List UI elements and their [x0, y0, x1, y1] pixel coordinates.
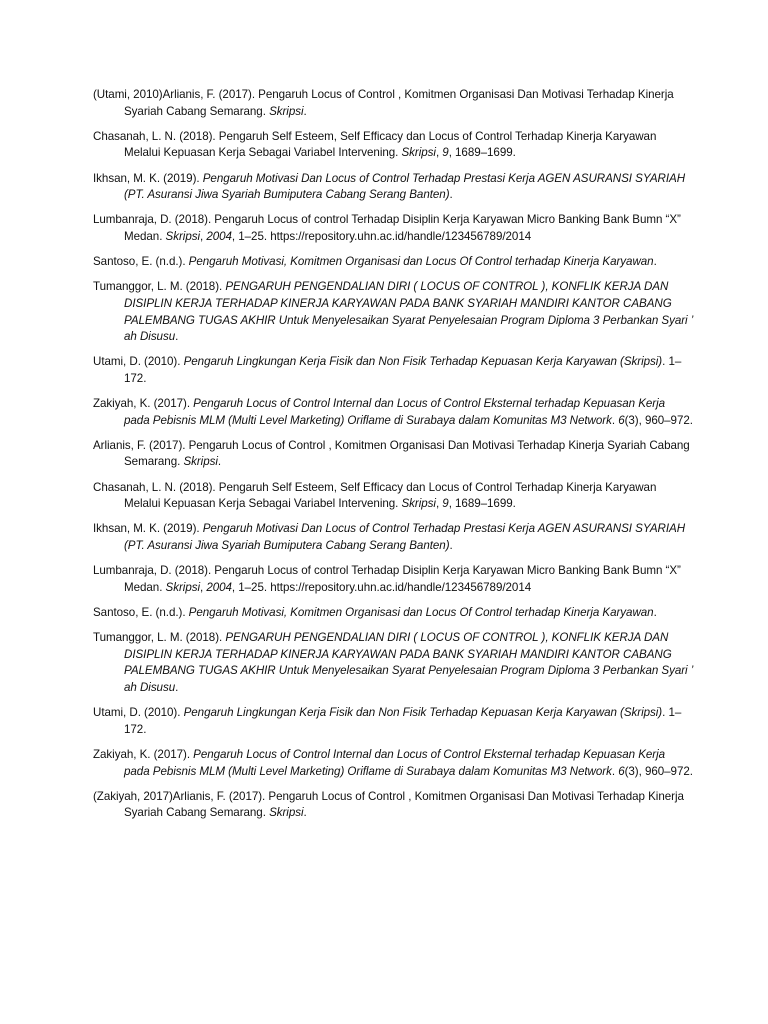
reference-entry — [93, 438, 693, 471]
reference-mid: , — [199, 580, 207, 594]
reference-italic: Pengaruh Motivasi, Komitmen Organisasi dan Locus Of Control terhadap Kinerja Karyawan — [188, 255, 654, 269]
reference-entry — [93, 279, 693, 345]
reference-text: Zakiyah, K. (2017). — [93, 397, 194, 411]
reference-italic: Pengaruh Motivasi Dan Locus of Control Terhadap Prestasi Kerja AGEN ASURANSI SYARIAH (PT. Asuransi Jiwa Syariah Bumiputera Cabang Serang Banten) — [124, 522, 686, 552]
reference-text: Lumbanraja, D. (2018). Pengaruh Locus of control Terhadap Disiplin Kerja Karyawan Micro Banking Bank Bumn “X” Medan. — [93, 213, 681, 243]
reference-tail: . 1–172. — [124, 355, 682, 385]
reference-entry — [93, 354, 693, 387]
reference-entry — [93, 129, 693, 162]
reference-text: Arlianis, F. (2017). Pengaruh Locus of Control , Komitmen Organisasi Dan Motivasi Terhadap Kinerja Syariah Cabang Semarang. — [93, 438, 690, 469]
reference-mid: . — [611, 413, 619, 427]
reference-entry — [93, 212, 693, 245]
reference-tail: . — [303, 104, 307, 118]
reference-text: Santoso, E. (n.d.). — [93, 255, 189, 269]
reference-italic: Skripsi — [269, 806, 304, 820]
reference-tail: , 1–25. https://repository.uhn.ac.id/handle/123456789/2014 — [231, 580, 532, 594]
reference-italic: Skripsi — [401, 146, 436, 160]
reference-tail: . — [175, 680, 179, 694]
reference-text: (Zakiyah, 2017)Arlianis, F. (2017). Pengaruh Locus of Control , Komitmen Organisasi Dan Motivasi Terhadap Kinerja Syariah Cabang Semarang. — [93, 789, 684, 820]
reference-italic: Pengaruh Locus of Control Internal dan Locus of Control Eksternal terhadap Kepuasan Kerja pada Pebisnis MLM (Multi Level Marketing) Oriflame di Surabaya dalam Komunitas M3 Network — [124, 397, 666, 427]
reference-italic: Pengaruh Lingkungan Kerja Fisik dan Non Fisik Terhadap Kepuasan Kerja Karyawan (Skripsi) — [183, 355, 663, 369]
reference-entry — [93, 87, 693, 120]
reference-italic: PENGARUH PENGENDALIAN DIRI ( LOCUS OF CONTROL ), KONFLIK KERJA DAN DISIPLIN KERJA TERHADAP KINERJA KARYAWAN PADA BANK SYARIAH MANDIRI KANTOR CABANG PALEMBANG TUGAS AKHIR Untuk Menyelesaikan Syarat Penyelesaian Program Diploma 3 Perbankan Syari ’ ah Disusu — [124, 280, 693, 344]
reference-tail: . — [217, 455, 222, 469]
reference-text: Zakiyah, K. (2017). — [93, 747, 194, 761]
reference-italic: Skripsi — [183, 455, 218, 469]
reference-tail: . — [303, 806, 307, 820]
reference-entry — [93, 705, 693, 738]
reference-text: Utami, D. (2010). — [93, 706, 184, 720]
reference-entry — [93, 605, 693, 622]
reference-tail: . — [175, 330, 179, 344]
reference-italic: Skripsi — [269, 104, 304, 118]
reference-tail: . — [653, 255, 657, 269]
reference-italic: Pengaruh Lingkungan Kerja Fisik dan Non Fisik Terhadap Kepuasan Kerja Karyawan (Skripsi) — [183, 706, 663, 720]
reference-italic: Skripsi — [401, 497, 436, 511]
reference-italic: Pengaruh Motivasi, Komitmen Organisasi dan Locus Of Control terhadap Kinerja Karyawan — [188, 605, 654, 619]
reference-italic: Pengaruh Motivasi Dan Locus of Control Terhadap Prestasi Kerja AGEN ASURANSI SYARIAH (PT. Asuransi Jiwa Syariah Bumiputera Cabang Serang Banten) — [124, 171, 686, 202]
reference-italic-volume: 2004 — [206, 580, 232, 594]
reference-entry — [93, 521, 693, 554]
reference-entry — [93, 254, 693, 271]
reference-entry — [93, 630, 693, 696]
reference-entry — [93, 563, 693, 596]
reference-italic-volume: 6 — [618, 764, 625, 778]
reference-entry — [93, 171, 693, 204]
reference-text: (Utami, 2010)Arlianis, F. (2017). Pengaruh Locus of Control , Komitmen Organisasi Dan Motivasi Terhadap Kinerja Syariah Cabang Semarang. — [93, 88, 674, 118]
reference-text: Tumanggor, L. M. (2018). — [93, 631, 226, 645]
reference-italic-volume: 9 — [442, 146, 449, 160]
reference-italic: PENGARUH PENGENDALIAN DIRI ( LOCUS OF CONTROL ), KONFLIK KERJA DAN DISIPLIN KERJA TERHADAP KINERJA KARYAWAN PADA BANK SYARIAH MANDIRI KANTOR CABANG PALEMBANG TUGAS AKHIR Untuk Menyelesaikan Syarat Penyelesaian Program Diploma 3 Perbankan Syari ’ ah Disusu — [124, 631, 693, 694]
reference-tail: (3), 960–972. — [624, 413, 693, 427]
reference-tail: , 1689–1699. — [448, 146, 516, 160]
reference-mid: , — [199, 229, 207, 243]
reference-italic-volume: 2004 — [206, 229, 232, 243]
reference-text: Utami, D. (2010). — [93, 355, 184, 369]
reference-tail: . — [449, 539, 453, 552]
reference-tail: , 1–25. https://repository.uhn.ac.id/handle/123456789/2014 — [231, 229, 532, 243]
reference-mid: , — [435, 146, 443, 160]
reference-tail: . — [653, 605, 657, 619]
reference-tail: . — [449, 188, 453, 202]
reference-text: Ikhsan, M. K. (2019). — [93, 171, 203, 185]
reference-text: Ikhsan, M. K. (2019). — [93, 522, 203, 536]
reference-text: Tumanggor, L. M. (2018). — [93, 280, 226, 294]
reference-mid: , — [435, 497, 443, 511]
reference-tail: . 1–172. — [124, 706, 682, 736]
reference-italic: Skripsi — [165, 229, 200, 243]
reference-italic-volume: 9 — [442, 497, 449, 511]
reference-mid: . — [611, 764, 619, 778]
reference-entry — [93, 747, 693, 780]
reference-entry — [93, 396, 693, 429]
reference-text: Chasanah, L. N. (2018). Pengaruh Self Esteem, Self Efficacy dan Locus of Control Terhadap Kinerja Karyawan Melalui Kepuasan Kerja Sebagai Variabel Intervening. — [93, 480, 657, 511]
reference-italic-volume: 6 — [618, 413, 625, 427]
reference-text: Chasanah, L. N. (2018). Pengaruh Self Esteem, Self Efficacy dan Locus of Control Terhadap Kinerja Karyawan Melalui Kepuasan Kerja Sebagai Variabel Intervening. — [93, 129, 657, 160]
reference-list — [93, 87, 693, 830]
reference-tail: , 1689–1699. — [448, 497, 516, 511]
reference-entry — [93, 480, 693, 513]
reference-tail: (3), 960–972. — [624, 764, 693, 778]
reference-entry — [93, 789, 693, 822]
reference-text: Lumbanraja, D. (2018). Pengaruh Locus of control Terhadap Disiplin Kerja Karyawan Micro Banking Bank Bumn “X” Medan. — [93, 564, 681, 594]
reference-italic: Skripsi — [165, 580, 200, 594]
reference-italic: Pengaruh Locus of Control Internal dan Locus of Control Eksternal terhadap Kepuasan Kerja pada Pebisnis MLM (Multi Level Marketing) Oriflame di Surabaya dalam Komunitas M3 Network — [124, 747, 666, 778]
reference-text: Santoso, E. (n.d.). — [93, 605, 189, 619]
